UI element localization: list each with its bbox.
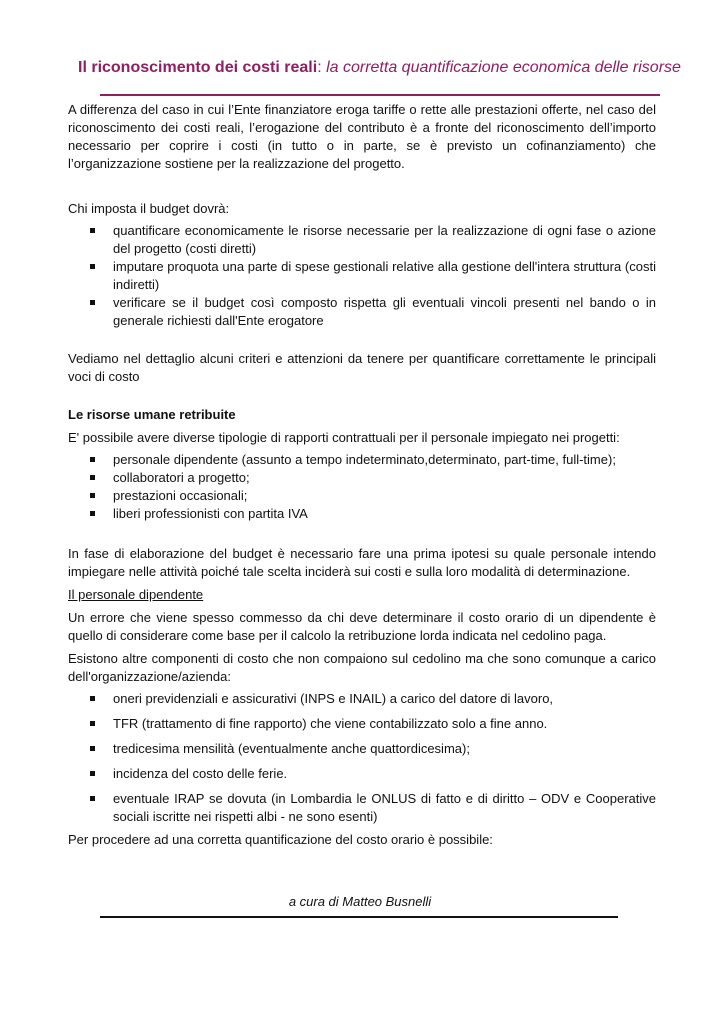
- list-item-text: collaboratori a progetto;: [113, 470, 250, 485]
- author-credit: a cura di Matteo Busnelli: [288, 894, 432, 909]
- list-item-text: personale dipendente (assunto a tempo indeterminato,determinato, part-time, full-time);: [113, 452, 616, 467]
- list-item-text: tredicesima mensilità (eventualmente anche quattordicesima);: [113, 741, 470, 756]
- detail-paragraph: Vediamo nel dettaglio alcuni criteri e attenzioni da tenere per quantificare correttamente le principali voci di costo: [68, 351, 656, 384]
- list-item-text: oneri previdenziali e assicurativi (INPS e INAIL) a carico del datore di lavoro,: [113, 691, 554, 706]
- bullet-icon: [90, 493, 95, 498]
- list-item-text: prestazioni occasionali;: [113, 488, 248, 503]
- subsection-heading: Il personale dipendente: [68, 587, 204, 602]
- list-item: [68, 740, 656, 758]
- title-italic: la corretta quantificazione economica delle risorse: [326, 59, 681, 76]
- list-item: [68, 690, 656, 708]
- list-item-text: eventuale IRAP se dovuta (in Lombardia le ONLUS di fatto e di diritto – ODV e Cooperative sociali iscritte nei rispetti albi - ne sono esenti): [113, 791, 656, 824]
- rapporti-list: [68, 451, 656, 523]
- title-bold: Il riconoscimento dei costi reali: [78, 59, 318, 76]
- list-item: [68, 258, 656, 294]
- bullet-icon: [90, 475, 95, 480]
- list-item: [68, 715, 656, 733]
- bullet-icon: [90, 771, 95, 776]
- bullet-icon: [90, 696, 95, 701]
- footer-divider: [100, 916, 618, 918]
- list-item: [68, 790, 656, 826]
- section-heading: Le risorse umane retribuite: [68, 407, 236, 422]
- list-item-text: imputare proquota una parte di spese gestionali relative alla gestione dell'intera struttura (costi indiretti): [113, 259, 656, 292]
- intro-paragraph: A differenza del caso in cui l’Ente finanziatore eroga tariffe o rette alle prestazioni offerte, nel caso del riconoscimento dei costi reali, l’erogazione del contributo è a fronte del riconoscimento dell’importo necessario per coprire i costi (in tutto o in parte, se è previsto un cofinanziamento) che l’organizzazione sostiene per la realizzazione del progetto.: [68, 102, 656, 171]
- title-separator: :: [317, 59, 327, 76]
- list-item: [68, 469, 656, 487]
- list-item-text: incidenza del costo delle ferie.: [113, 766, 288, 781]
- closing-paragraph: Per procedere ad una corretta quantificazione del costo orario è possibile:: [68, 832, 493, 847]
- bullet-icon: [90, 721, 95, 726]
- list-item: [68, 505, 656, 523]
- bullet-icon: [90, 264, 95, 269]
- componenti-list: [68, 690, 656, 826]
- list-item-text: TFR (trattamento di fine rapporto) che viene contabilizzato solo a fine anno.: [113, 716, 548, 731]
- document-title: [78, 58, 681, 78]
- bullet-icon: [90, 746, 95, 751]
- componenti-paragraph: Esistono altre componenti di costo che non compaiono sul cedolino ma che sono comunque a carico dell'organizzazione/azienda:: [68, 651, 656, 684]
- list-item-text: verificare se il budget così composto rispetta gli eventuali vincoli presenti nel bando o in generale richiesti dall'Ente erogatore: [113, 295, 656, 328]
- document-body: [68, 101, 656, 849]
- bullet-icon: [90, 511, 95, 516]
- list-item: [68, 765, 656, 783]
- bullet-icon: [90, 228, 95, 233]
- list-item-text: liberi professionisti con partita IVA: [113, 506, 308, 521]
- budget-list: [68, 222, 656, 330]
- list-item: [68, 294, 656, 330]
- bullet-icon: [90, 796, 95, 801]
- list-item: [68, 222, 656, 258]
- risorse-lead: E' possibile avere diverse tipologie di rapporti contrattuali per il personale impiegato nei progetti:: [68, 430, 620, 445]
- list-item-text: quantificare economicamente le risorse necessarie per la realizzazione di ogni fase o azione del progetto (costi diretti): [113, 223, 656, 256]
- budget-lead: Chi imposta il budget dovrà:: [68, 201, 230, 216]
- errore-paragraph: Un errore che viene spesso commesso da chi deve determinare il costo orario di un dipendente è quello di considerare come base per il calcolo la retribuzione lorda indicata nel cedolino paga.: [68, 610, 656, 643]
- bullet-icon: [90, 300, 95, 305]
- title-divider: [100, 94, 660, 96]
- list-item: [68, 451, 656, 469]
- bullet-icon: [90, 457, 95, 462]
- list-item: [68, 487, 656, 505]
- budget-paragraph: In fase di elaborazione del budget è necessario fare una prima ipotesi su quale personale intendo impiegare nelle attività poiché tale scelta inciderà sui costi e sulla loro modalità di determinazione.: [68, 546, 656, 579]
